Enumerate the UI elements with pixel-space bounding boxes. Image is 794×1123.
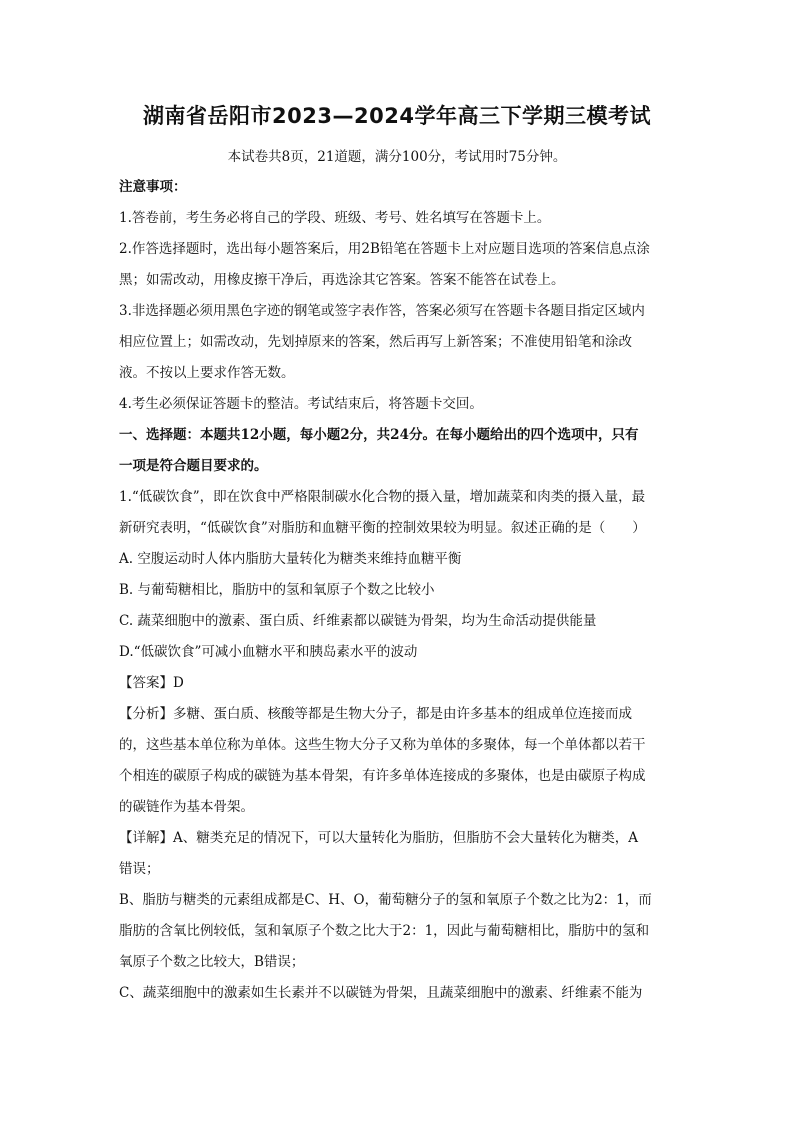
note-line: 相应位置上；如需改动，先划掉原来的答案，然后再写上新答案；不准使用铅笔和涂改 xyxy=(119,334,632,350)
analysis-line: 的，这些基本单位称为单体。这些生物大分子又称为单体的多聚体，每一个单体都以若干 xyxy=(119,737,646,753)
detail-line: 错误； xyxy=(119,861,160,877)
analysis-line: 的碳链作为基本骨架。 xyxy=(119,799,254,815)
notes-heading: 注意事项： xyxy=(119,179,187,195)
note-line: 液。不按以上要求作答无数。 xyxy=(119,365,295,381)
section-heading: 一、选择题：本题共12小题，每小题2分，共24分。在每小题给出的四个选项中，只有 xyxy=(119,427,639,443)
note-line: 3.非选择题必须用黑色字迹的钢笔或签字表作答，答案必须写在答题卡各题目指定区域内 xyxy=(119,303,645,319)
detail-line: 氧原子个数之比较大，B错误； xyxy=(119,954,305,970)
detail-line: 【详解】A、糖类充足的情况下，可以大量转化为脂肪，但脂肪不会大量转化为糖类，A xyxy=(119,830,638,846)
detail-line: 脂肪的含氧比例较低，氢和氧原子个数之比大于2：1，因此与葡萄糖相比，脂肪中的氢和 xyxy=(119,923,650,939)
option-b: B. 与葡萄糖相比，脂肪中的氢和氧原子个数之比较小 xyxy=(119,582,435,598)
note-line: 2.作答选择题时，选出每小题答案后，用2B铅笔在答题卡上对应题目选项的答案信息点涂 xyxy=(119,241,650,257)
option-a: A. 空腹运动时人体内脂肪大量转化为糖类来维持血糖平衡 xyxy=(119,551,462,567)
detail-line: B、脂肪与糖类的元素组成都是C、H、O，葡萄糖分子的氢和氧原子个数之比为2：1，而 xyxy=(119,892,652,908)
option-d: D.“低碳饮食”可减小血糖水平和胰岛素水平的波动 xyxy=(119,644,418,660)
option-c: C. 蔬菜细胞中的激素、蛋白质、纤维素都以碳链为骨架，均为生命活动提供能量 xyxy=(119,613,597,629)
note-line: 黑；如需改动，用橡皮擦干净后，再选涂其它答案。答案不能答在试卷上。 xyxy=(119,272,565,288)
page-title: 湖南省岳阳市2023—2024学年高三下学期三模考试 xyxy=(143,104,651,128)
exam-info: 本试卷共8页，21道题，满分100分，考试用时75分钟。 xyxy=(227,149,567,165)
document-body xyxy=(119,172,679,1009)
section-heading: 一项是符合题目要求的。 xyxy=(119,458,268,474)
note-line: 4.考生必须保证答题卡的整洁。考试结束后，将答题卡交回。 xyxy=(119,396,483,412)
note-line: 1.答卷前，考生务必将自己的学段、班级、考号、姓名填写在答题卡上。 xyxy=(119,210,551,226)
detail-line: C、蔬菜细胞中的激素如生长素并不以碳链为骨架，且蔬菜细胞中的激素、纤维素不能为 xyxy=(119,985,643,1001)
analysis-line: 【分析】多糖、蛋白质、核酸等都是生物大分子，都是由许多基本的组成单位连接而成 xyxy=(119,706,632,722)
question-stem: 新研究表明，“低碳饮食”对脂肪和血糖平衡的控制效果较为明显。叙述正确的是（ ） xyxy=(119,520,646,536)
question-stem: 1.“低碳饮食”，即在饮食中严格限制碳水化合物的摄入量，增加蔬菜和肉类的摄入量，最 xyxy=(119,489,646,505)
answer-line: 【答案】D xyxy=(119,675,184,691)
analysis-line: 个相连的碳原子构成的碳链为基本骨架，有许多单体连接成的多聚体，也是由碳原子构成 xyxy=(119,768,646,784)
